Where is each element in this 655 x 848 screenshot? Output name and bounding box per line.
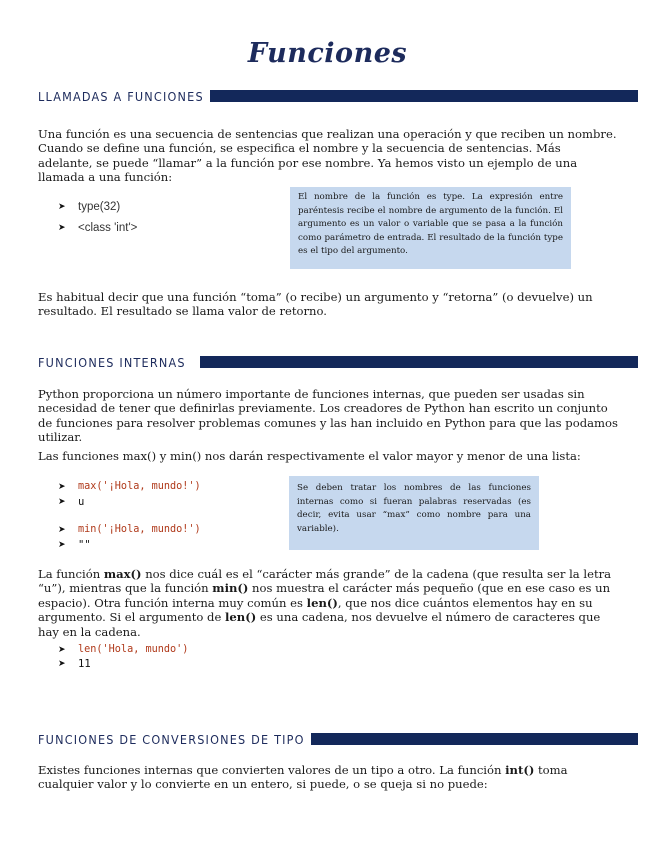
conversiones-intro	[38, 763, 618, 792]
code-item	[58, 643, 188, 657]
note-box-type: El nombre de la función es type. La expresión entre paréntesis recibe el nombre de argumento de la función. El argumento es un valor o variable que se pasa a la función como parámetro de entrada. El resultado de la función type es el tipo del argumento.	[290, 187, 571, 269]
code-item	[58, 523, 201, 537]
heading-bar	[210, 90, 638, 102]
page-title: Funciones	[247, 38, 408, 69]
llamadas-intro: Una función es una secuencia de sentencias que realizan una operación y que reciben un nombre. Cuando se define una función, se especifica el nombre y la secuencia de sentencias. Más adelante, se puede “llamar” a la función por ese nombre. Ya hemos visto un ejemplo de una llamada a una función:	[38, 127, 617, 185]
arrow-bullet-icon: ➤	[58, 497, 66, 507]
inline-code-bold: int()	[505, 763, 535, 777]
list-item	[58, 200, 120, 214]
arrow-bullet-icon: ➤	[58, 645, 66, 655]
arrow-bullet-icon: ➤	[58, 540, 66, 550]
text-span: nos dice cuál es el “carácter más grande” de la cadena (que resulta ser la letra “u”), mientras que la función	[38, 567, 612, 596]
code-text: len('Hola, mundo')	[78, 644, 189, 655]
text-span: La función	[38, 567, 104, 581]
section-heading-conversiones	[38, 731, 638, 747]
output-text: 11	[78, 658, 91, 670]
heading-bar	[200, 356, 638, 368]
text-span: , que nos dice cuántos elementos hay en su argumento. Si el argumento de	[38, 595, 593, 625]
section-heading-label: FUNCIONES DE CONVERSIONES DE TIPO	[38, 731, 305, 747]
list-item	[58, 221, 137, 235]
inline-code-bold: max()	[103, 567, 142, 581]
arrow-bullet-icon: ➤	[58, 525, 66, 535]
code-output	[58, 657, 91, 671]
text-span: nos muestra el carácter más pequeño (que en ese caso es un espacio). Otra función interna muy común es	[38, 581, 611, 610]
note-box-reservadas: Se deben tratar los nombres de las funciones internas como si fueran palabras reservadas (es decir, evita usar “max” como nombre para una variable).	[289, 476, 539, 550]
code-text: max('¡Hola, mundo!')	[78, 481, 201, 492]
arrow-bullet-icon: ➤	[58, 659, 66, 669]
inline-code-bold: len()	[225, 610, 257, 625]
arrow-bullet-icon: ➤	[58, 482, 66, 492]
code-text: min('¡Hola, mundo!')	[78, 524, 201, 535]
internas-intro: Python proporciona un número importante de funciones internas, que pueden ser usadas sin necesidad de tener que definirlas previamente. Los creadores de Python han escrito un conjunto de funciones para resolver problemas comunes y las han incluido en Python para que las podamos utilizar.	[38, 387, 618, 445]
code-output	[58, 538, 91, 552]
bullet-text: type(32)	[78, 201, 121, 213]
code-item	[58, 480, 201, 494]
output-text: ""	[78, 539, 91, 551]
internas-intro2: Las funciones max() y min() nos darán respectivamente el valor mayor y menor de una lista:	[38, 449, 581, 463]
arrow-bullet-icon: ➤	[58, 202, 66, 212]
text-span: Existes funciones internas que convierten valores de un tipo a otro. La función	[38, 763, 506, 777]
internas-explicacion	[38, 567, 618, 639]
arrow-bullet-icon: ➤	[58, 223, 66, 233]
section-heading-label: LLAMADAS A FUNCIONES	[38, 88, 204, 104]
section-heading-internas	[38, 354, 638, 370]
text-span: toma cualquier valor y lo convierte en un entero, si puede, o se queja si no puede:	[38, 763, 568, 792]
llamadas-closing: Es habitual decir que una función “toma” (o recibe) un argumento y “retorna” (o devuelve) un resultado. El resultado se llama valor de retorno.	[38, 290, 593, 319]
bullet-text: <class 'int'>	[78, 222, 138, 234]
code-output	[58, 495, 84, 509]
section-heading-label: FUNCIONES INTERNAS	[38, 354, 186, 370]
inline-code-bold: min()	[212, 581, 249, 596]
inline-code-bold: len()	[306, 595, 338, 610]
text-span: es una cadena, nos devuelve el número de caracteres que hay en la cadena.	[38, 610, 601, 639]
heading-bar	[311, 733, 638, 745]
output-text: u	[78, 496, 85, 508]
section-heading-llamadas	[38, 88, 638, 104]
